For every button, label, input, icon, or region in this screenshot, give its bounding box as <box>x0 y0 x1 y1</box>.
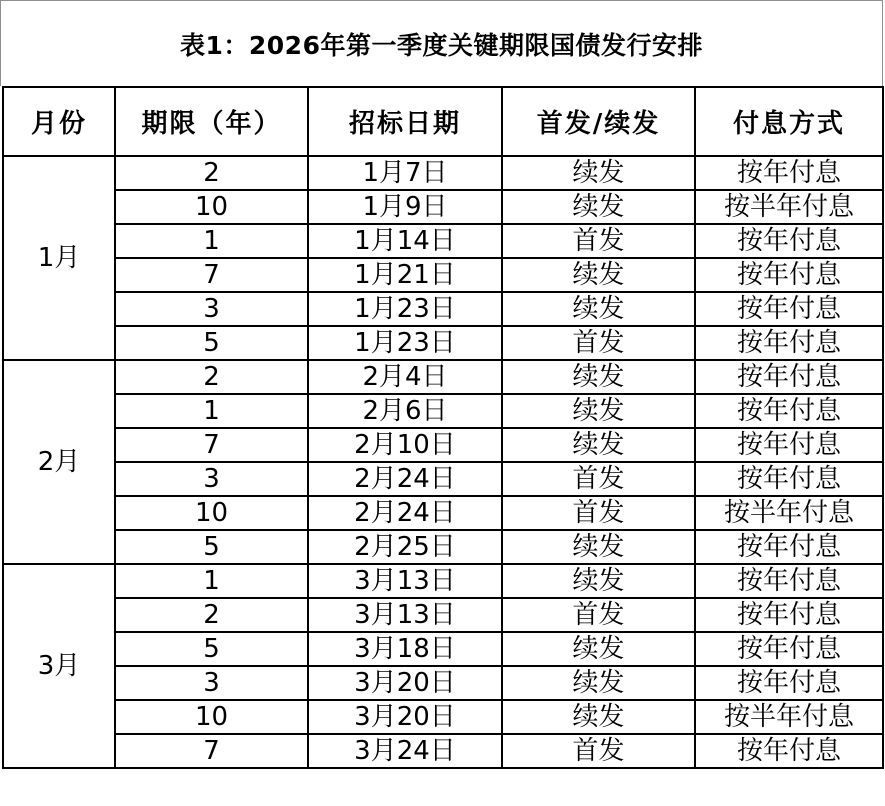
issue-type-cell: 首发 <box>502 598 695 632</box>
term-cell: 1 <box>115 224 308 258</box>
auction-date-cell: 2月24日 <box>308 462 502 496</box>
interest-payment-cell: 按年付息 <box>695 360 883 394</box>
table-row <box>3 496 883 530</box>
table-row <box>3 564 883 598</box>
issue-type-cell: 首发 <box>502 462 695 496</box>
interest-payment-cell: 按年付息 <box>695 428 883 462</box>
auction-date-cell: 1月14日 <box>308 224 502 258</box>
issue-type-cell: 续发 <box>502 156 695 190</box>
auction-date-cell: 1月9日 <box>308 190 502 224</box>
interest-payment-cell: 按年付息 <box>695 156 883 190</box>
term-cell: 1 <box>115 564 308 598</box>
header-month: 月份 <box>3 87 115 156</box>
issue-type-cell: 续发 <box>502 700 695 734</box>
interest-payment-cell: 按年付息 <box>695 598 883 632</box>
interest-payment-cell: 按半年付息 <box>695 190 883 224</box>
table-row <box>3 462 883 496</box>
interest-payment-cell: 按年付息 <box>695 462 883 496</box>
table-row <box>3 224 883 258</box>
table-row <box>3 530 883 564</box>
header-term: 期限（年） <box>115 87 308 156</box>
interest-payment-cell: 按年付息 <box>695 292 883 326</box>
table-row <box>3 632 883 666</box>
interest-payment-cell: 按年付息 <box>695 394 883 428</box>
interest-payment-cell: 按年付息 <box>695 326 883 360</box>
auction-date-cell: 2月4日 <box>308 360 502 394</box>
term-cell: 3 <box>115 462 308 496</box>
auction-date-cell: 2月25日 <box>308 530 502 564</box>
issue-type-cell: 首发 <box>502 734 695 768</box>
interest-payment-cell: 按年付息 <box>695 564 883 598</box>
table-title: 表1：2026年第一季度关键期限国债发行安排 <box>0 0 883 86</box>
month-cell: 3月 <box>3 564 115 768</box>
term-cell: 7 <box>115 734 308 768</box>
month-cell: 2月 <box>3 360 115 564</box>
table-row <box>3 394 883 428</box>
issue-type-cell: 首发 <box>502 496 695 530</box>
issue-type-cell: 续发 <box>502 632 695 666</box>
auction-date-cell: 3月13日 <box>308 564 502 598</box>
month-cell: 1月 <box>3 156 115 360</box>
table-row <box>3 156 883 190</box>
term-cell: 3 <box>115 292 308 326</box>
auction-date-cell: 1月7日 <box>308 156 502 190</box>
table-row <box>3 666 883 700</box>
interest-payment-cell: 按半年付息 <box>695 700 883 734</box>
table-row <box>3 428 883 462</box>
term-cell: 2 <box>115 156 308 190</box>
term-cell: 5 <box>115 326 308 360</box>
term-cell: 5 <box>115 530 308 564</box>
term-cell: 10 <box>115 700 308 734</box>
term-cell: 2 <box>115 598 308 632</box>
term-cell: 10 <box>115 190 308 224</box>
issue-type-cell: 续发 <box>502 360 695 394</box>
term-cell: 10 <box>115 496 308 530</box>
interest-payment-cell: 按年付息 <box>695 734 883 768</box>
table-row <box>3 326 883 360</box>
interest-payment-cell: 按年付息 <box>695 258 883 292</box>
interest-payment-cell: 按年付息 <box>695 530 883 564</box>
auction-date-cell: 2月10日 <box>308 428 502 462</box>
issue-type-cell: 续发 <box>502 666 695 700</box>
issue-type-cell: 续发 <box>502 394 695 428</box>
table-row <box>3 598 883 632</box>
auction-date-cell: 2月24日 <box>308 496 502 530</box>
auction-date-cell: 3月18日 <box>308 632 502 666</box>
issue-type-cell: 续发 <box>502 428 695 462</box>
header-issue-type: 首发/续发 <box>502 87 695 156</box>
table-row <box>3 734 883 768</box>
term-cell: 5 <box>115 632 308 666</box>
header-row <box>3 87 883 156</box>
term-cell: 7 <box>115 428 308 462</box>
auction-date-cell: 3月20日 <box>308 700 502 734</box>
table-row <box>3 190 883 224</box>
auction-date-cell: 2月6日 <box>308 394 502 428</box>
issue-type-cell: 续发 <box>502 292 695 326</box>
interest-payment-cell: 按年付息 <box>695 666 883 700</box>
term-cell: 1 <box>115 394 308 428</box>
issue-type-cell: 首发 <box>502 224 695 258</box>
issue-type-cell: 续发 <box>502 564 695 598</box>
term-cell: 2 <box>115 360 308 394</box>
issue-type-cell: 续发 <box>502 258 695 292</box>
term-cell: 7 <box>115 258 308 292</box>
auction-date-cell: 1月23日 <box>308 292 502 326</box>
term-cell: 3 <box>115 666 308 700</box>
header-auction-date: 招标日期 <box>308 87 502 156</box>
interest-payment-cell: 按年付息 <box>695 224 883 258</box>
auction-date-cell: 1月21日 <box>308 258 502 292</box>
auction-date-cell: 3月20日 <box>308 666 502 700</box>
table-row <box>3 258 883 292</box>
table-row <box>3 700 883 734</box>
table-body <box>3 156 883 768</box>
header-interest-payment: 付息方式 <box>695 87 883 156</box>
interest-payment-cell: 按年付息 <box>695 632 883 666</box>
interest-payment-cell: 按半年付息 <box>695 496 883 530</box>
auction-date-cell: 3月13日 <box>308 598 502 632</box>
table-row <box>3 292 883 326</box>
issue-type-cell: 续发 <box>502 190 695 224</box>
issue-type-cell: 续发 <box>502 530 695 564</box>
auction-date-cell: 3月24日 <box>308 734 502 768</box>
table-row <box>3 360 883 394</box>
issuance-schedule-table <box>2 86 884 769</box>
auction-date-cell: 1月23日 <box>308 326 502 360</box>
issue-type-cell: 首发 <box>502 326 695 360</box>
